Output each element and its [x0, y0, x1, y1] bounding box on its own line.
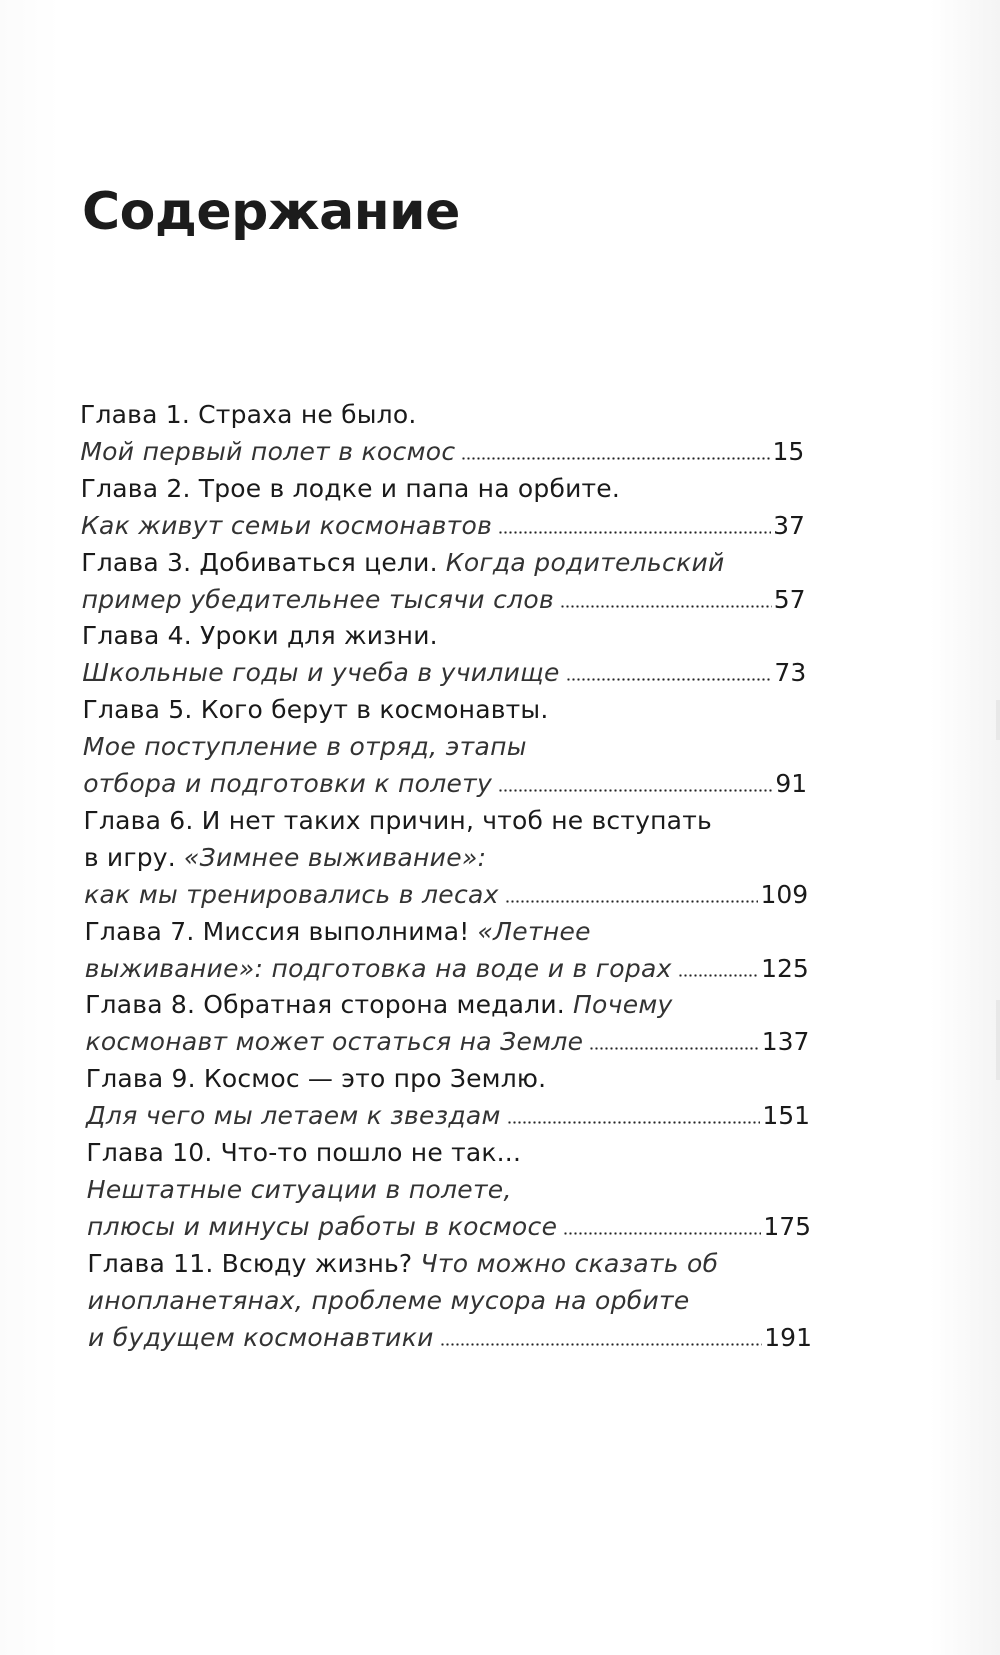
dot-leader: [566, 678, 773, 681]
dot-leader: [678, 974, 759, 977]
page-number: 191: [764, 1322, 812, 1352]
chapter-title: Глава 6. И нет таких причин, чтоб не вступать: [83, 805, 712, 835]
page-number: 37: [773, 510, 805, 540]
toc-title-line: [81, 474, 620, 503]
chapter-subtitle: Нештатные ситуации в полете,: [86, 1174, 512, 1204]
page-edge-shadow: [996, 1000, 1000, 1080]
toc-entry-line: [85, 954, 809, 983]
toc-title-line: [80, 400, 416, 429]
page-title: Содержание: [82, 182, 460, 242]
chapter-subtitle: Для чего мы летаем к звездам: [86, 1101, 501, 1131]
chapter-title: Глава 7. Миссия выполнима!: [84, 916, 470, 946]
chapter-subtitle: «Летнее: [477, 916, 591, 946]
toc-title-line: [84, 806, 712, 835]
page-number: 73: [774, 658, 807, 688]
chapter-title: Глава 5. Кого берут в космонавты.: [82, 695, 549, 725]
dot-leader: [440, 1343, 763, 1346]
chapter-title: Глава 8. Обратная сторона медали.: [85, 990, 565, 1020]
page-number: 91: [775, 769, 808, 798]
page-number: 15: [772, 436, 805, 466]
dot-leader: [589, 1047, 759, 1050]
dot-leader: [560, 605, 772, 608]
chapter-subtitle: выживание»: подготовка на воде и в горах: [84, 953, 672, 983]
toc-entry-line: [82, 658, 806, 687]
toc-title-line: [87, 1249, 718, 1278]
toc-entry-line: [81, 511, 805, 540]
dot-leader: [505, 900, 759, 903]
toc-title-line: [82, 621, 438, 650]
toc-entry-line: [82, 585, 806, 614]
toc-entry-line: [80, 437, 804, 466]
toc-title-line: [87, 1175, 512, 1204]
chapter-subtitle: плюсы и минусы работы в космосе: [87, 1211, 558, 1241]
toc-entry-line: [87, 1212, 811, 1241]
toc-entry-line: [85, 1027, 809, 1056]
page-number: 109: [760, 879, 809, 909]
page-number: 151: [762, 1101, 811, 1131]
toc-title-line: [84, 843, 487, 872]
chapter-subtitle: Мой первый полет в космос: [80, 436, 456, 466]
dot-leader: [563, 1232, 761, 1235]
chapter-subtitle: отбора и подготовки к полету: [83, 769, 493, 798]
toc-entry-line: [83, 769, 807, 798]
toc-title-line: [88, 1286, 690, 1315]
dot-leader: [498, 789, 773, 792]
toc-title-line: [84, 917, 590, 946]
toc-title-line: [86, 1064, 547, 1093]
chapter-title: в игру.: [83, 842, 176, 872]
page-number: 175: [763, 1211, 812, 1241]
toc-title-line: [85, 990, 673, 1019]
page-edge-shadow: [996, 700, 1000, 740]
chapter-subtitle: Как живут семьи космонавтов: [80, 510, 493, 540]
chapter-subtitle: и будущем космонавтики: [88, 1322, 434, 1352]
chapter-subtitle: пример убедительнее тысячи слов: [81, 584, 555, 614]
chapter-title: Глава 9. Космос — это про Землю.: [85, 1064, 547, 1094]
toc-title-line: [83, 695, 549, 724]
chapter-title: Глава 1. Страха не было.: [80, 400, 417, 429]
toc-entry-line: [86, 1101, 810, 1130]
page-number: 57: [773, 584, 806, 614]
page-number: 137: [761, 1027, 810, 1057]
chapter-title: Глава 11. Всюду жизнь?: [87, 1248, 413, 1278]
chapter-title: Глава 3. Добиваться цели.: [81, 547, 438, 577]
chapter-subtitle: космонавт может остаться на Земле: [85, 1027, 584, 1057]
chapter-subtitle: «Зимнее выживание»:: [183, 842, 487, 872]
chapter-subtitle: Что можно сказать об: [420, 1248, 719, 1278]
toc-title-line: [83, 732, 527, 761]
chapter-title: Глава 4. Уроки для жизни.: [81, 621, 438, 651]
chapter-title: Глава 10. Что-то пошло не так...: [86, 1138, 522, 1167]
toc-entry-line: [84, 880, 808, 909]
toc-title-line: [86, 1138, 521, 1167]
chapter-subtitle: Почему: [572, 990, 673, 1020]
toc-entry-line: [88, 1323, 812, 1352]
chapter-subtitle: Мое поступление в отряд, этапы: [82, 732, 527, 762]
dot-leader: [461, 457, 770, 460]
chapter-subtitle: Когда родительский: [445, 547, 725, 577]
dot-leader: [507, 1121, 761, 1124]
chapter-subtitle: Школьные годы и учеба в училище: [82, 658, 560, 688]
page-number: 125: [761, 953, 809, 983]
dot-leader: [498, 531, 771, 534]
toc-title-line: [81, 548, 724, 577]
chapter-title: Глава 2. Трое в лодке и папа на орбите.: [80, 473, 621, 503]
chapter-subtitle: инопланетянах, проблеме мусора на орбите: [87, 1285, 690, 1315]
chapter-subtitle: как мы тренировались в лесах: [84, 879, 499, 909]
